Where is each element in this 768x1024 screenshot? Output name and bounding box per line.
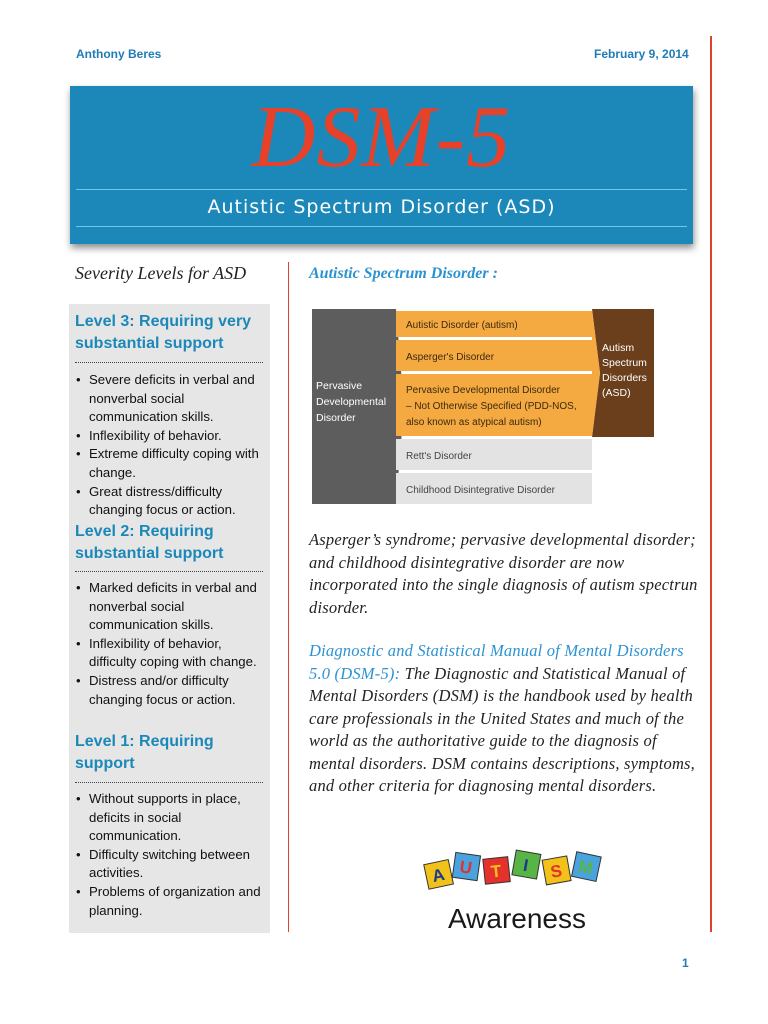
page-number: 1 [682, 956, 689, 970]
diagram-left-label-line: Pervasive [316, 380, 363, 392]
intro-paragraph: Asperger’s syndrome; pervasive developmental disorder; and childhood disintegrative disorder are now incorporated into the single diagnosis of autism spectrun disorder. [309, 530, 698, 617]
list-item: • Inflexibility of behavior, difficulty coping with change. [74, 635, 266, 672]
level-2-heading [75, 521, 223, 565]
diagram-left-label-line: Developmental [316, 396, 387, 408]
logo-awareness-text: Awareness [447, 903, 587, 934]
level-3-list [74, 371, 266, 520]
diagram-row-label [406, 451, 472, 462]
logo-letter: I [521, 855, 530, 876]
list-item: • Distress and/or difficulty changing focus or action. [74, 672, 266, 709]
diagram-row-label-line: also known as atypical autism) [406, 417, 542, 428]
list-item: • Severe deficits in verbal and nonverbal social communication skills. [74, 371, 266, 427]
diagram-row-label-line: Asperger's Disorder [406, 352, 495, 363]
dsm-paragraph-body: The Diagnostic and Statistical Manual of Mental Disorders (DSM) is the handbook used by health care professionals in the United States and much of the world as the authoritative guide to the diagnosis of mental disorders. DSM contains descriptions, symptoms, and other criteria for diagnosing mental disorders. [309, 663, 696, 795]
header-date: February 9, 2014 [594, 47, 689, 61]
list-item: • Inflexibility of behavior. [74, 427, 266, 446]
autism-awareness-logo [422, 848, 612, 938]
logo-letter: T [489, 861, 503, 882]
logo-letter: A [430, 864, 447, 887]
list-item: • Problems of organization and planning. [74, 883, 266, 920]
sidebar-title: Severity Levels for ASD [75, 263, 247, 283]
level-3-heading-line1: Level 3: Requiring very [75, 313, 252, 330]
asd-classification-diagram [312, 309, 654, 504]
diagram-row-label [406, 485, 556, 496]
logo-letter: U [458, 857, 474, 878]
diagram-row-label-line: Rett's Disorder [406, 451, 472, 462]
diagram-right-label-line: Autism [602, 342, 635, 354]
list-item: • Difficulty switching between activities. [74, 846, 266, 883]
level-1-list [74, 790, 266, 920]
level-3-divider [75, 362, 263, 363]
diagram-row-label-line: Autistic Disorder (autism) [406, 320, 518, 331]
list-item: • Marked deficits in verbal and nonverbal social communication skills. [74, 579, 266, 635]
diagram-row-label-line: Childhood Disintegrative Disorder [406, 485, 555, 496]
diagram-row-label-line: – Not Otherwise Specified (PDD-NOS, [406, 401, 577, 412]
level-2-heading-line2: substantial support [75, 545, 224, 562]
diagram-row-label [406, 320, 518, 331]
diagram-left-label-line: Disorder [316, 412, 356, 424]
banner-divider-bottom [76, 226, 687, 227]
level-2-heading-line1: Level 2: Requiring [75, 523, 214, 540]
banner-divider-top [76, 189, 687, 190]
level-2-list [74, 579, 266, 709]
banner-title: DSM-5 [251, 89, 512, 186]
list-item: • Extreme difficulty coping with change. [74, 445, 266, 482]
list-item: • Without supports in place, deficits in social communication. [74, 790, 266, 846]
dsm-paragraph-lead: Diagnostic and Statistical Manual of Mental Disorders 5.0 (DSM-5): [309, 641, 684, 683]
banner-subtitle: Autistic Spectrum Disorder (ASD) [207, 196, 556, 218]
level-1-heading-line1: Level 1: Requiring [75, 733, 214, 750]
list-item: • Great distress/difficulty changing focus or action. [74, 483, 266, 520]
diagram-right-label-line: (ASD) [602, 387, 631, 399]
logo-letter: S [549, 861, 564, 882]
level-2-divider [75, 571, 263, 572]
diagram-right-label-line: Spectrum [602, 357, 647, 369]
diagram-row-label [406, 352, 495, 363]
logo-letter: M [576, 856, 595, 879]
section-heading: Autistic Spectrum Disorder : [309, 265, 498, 282]
level-1-heading [75, 731, 214, 775]
title-banner [70, 86, 693, 244]
author-name: Anthony Beres [76, 47, 162, 61]
page-margin-rule [710, 36, 712, 932]
level-3-heading [75, 311, 251, 355]
level-1-divider [75, 782, 263, 783]
column-divider [288, 262, 289, 932]
level-3-heading-line2: substantial support [75, 335, 224, 352]
level-1-heading-line2: support [75, 755, 135, 772]
diagram-right-label-line: Disorders [602, 372, 647, 384]
diagram-row-label-line: Pervasive Developmental Disorder [406, 385, 560, 396]
dsm-paragraph [309, 640, 701, 798]
